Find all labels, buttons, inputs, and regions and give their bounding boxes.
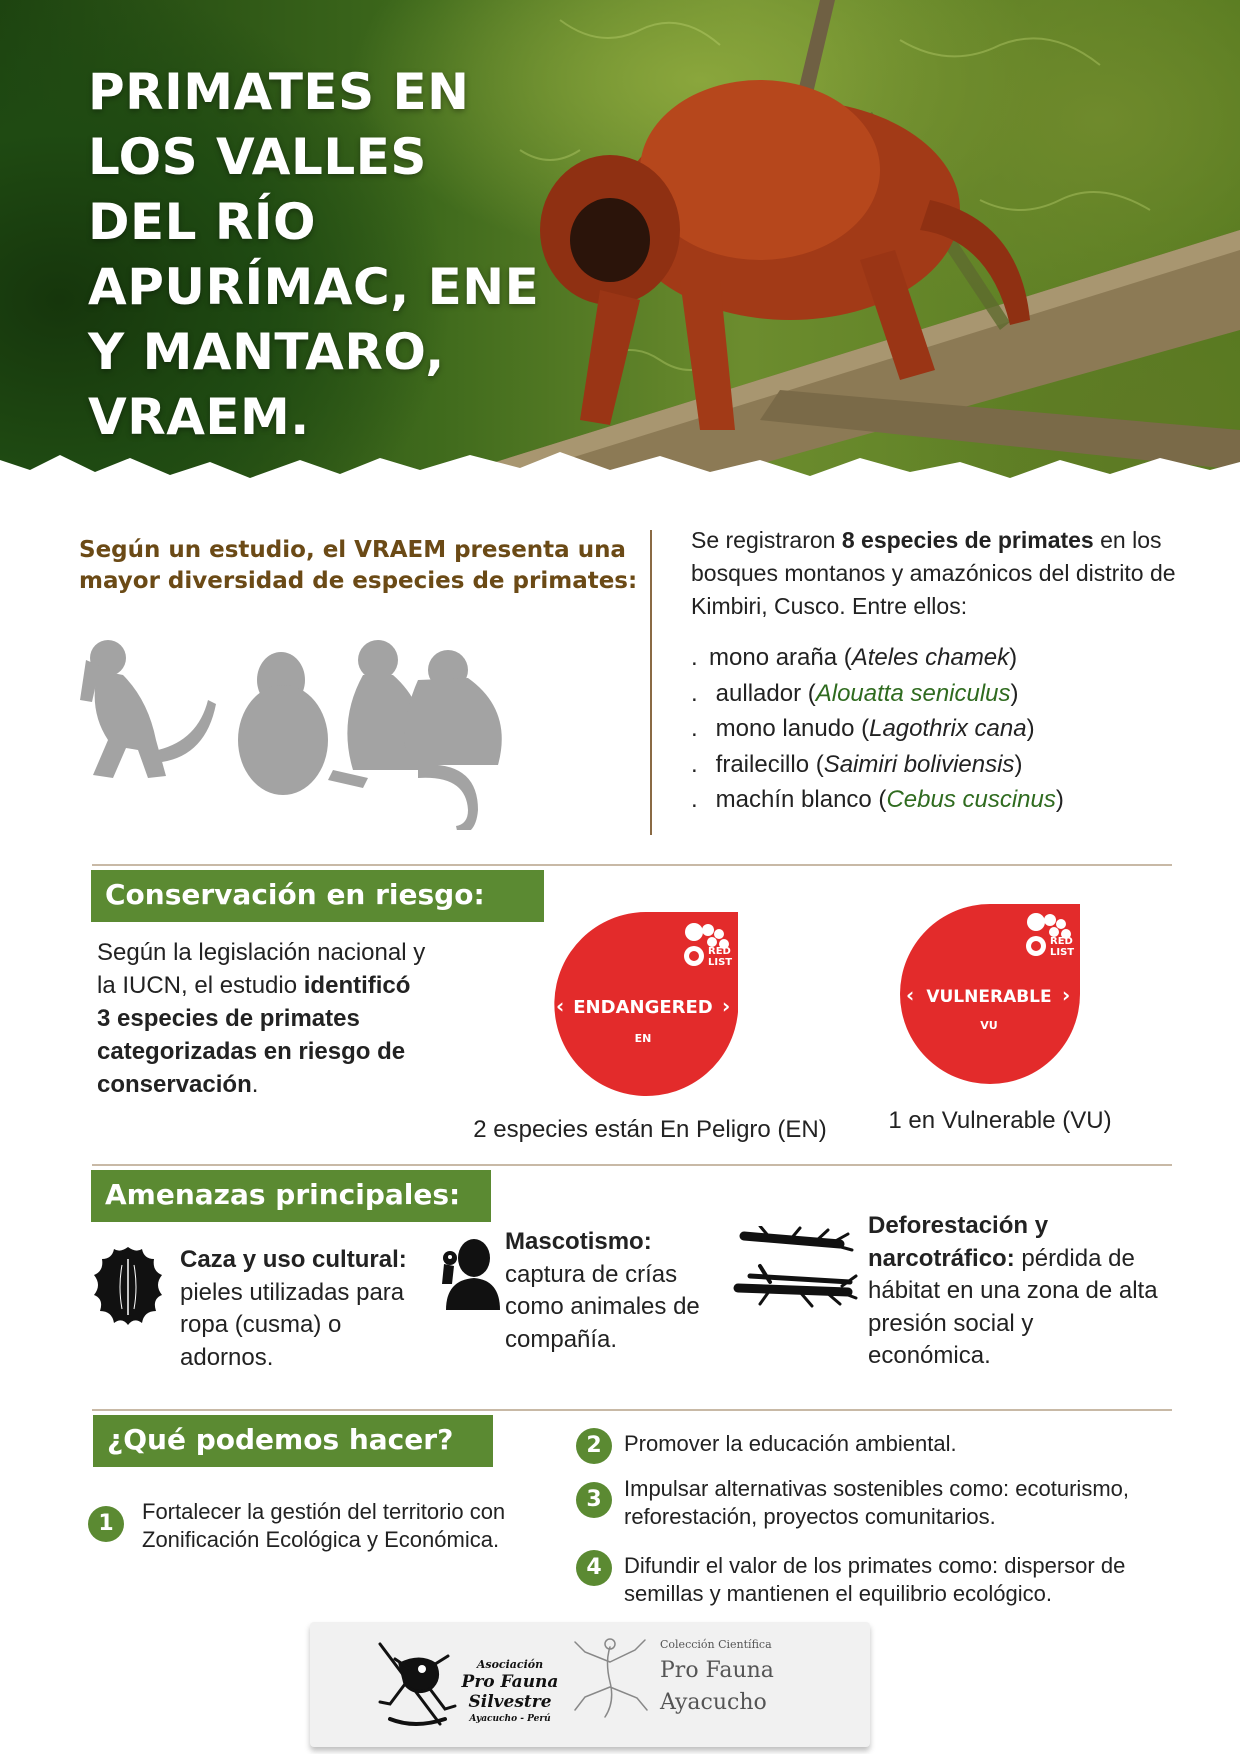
threat-deforestation bbox=[868, 1210, 1158, 1373]
endangered-caption: 2 especies están En Peligro (EN) bbox=[473, 1116, 827, 1143]
paren: ) bbox=[1055, 786, 1064, 813]
threat-description: captura de crías como animales de compañía. bbox=[505, 1260, 700, 1353]
conservation-text-start: Según la legislación nacional y la IUCN, el estudio bbox=[97, 939, 426, 999]
chevron-right-icon: › bbox=[1062, 983, 1071, 1007]
page-title: PRIMATES EN LOS VALLES DEL RÍO APURÍMAC, ENE Y MANTARO, VRAEM. bbox=[88, 63, 540, 446]
conservation-text bbox=[97, 936, 427, 1101]
redlist-vulnerable-badge bbox=[898, 904, 1082, 1086]
threat-description: pérdida de hábitat en una zona de alta presión social y económica. bbox=[868, 1244, 1158, 1369]
logo2-line3: Ayacucho bbox=[660, 1690, 767, 1715]
hero-banner bbox=[0, 0, 1240, 510]
action-item-4: Difundir el valor de los primates como: dispersor de semillas y mantienen el equilibrio ecológico. bbox=[624, 1553, 1126, 1606]
species-common-name: aullador ( bbox=[715, 679, 816, 707]
species-scientific-name: Saimiri boliviensis bbox=[823, 750, 1015, 778]
action-item-3: Impulsar alternativas sostenibles como: ecoturismo, reforestación, proyectos comunitarios. bbox=[624, 1476, 1129, 1529]
chevron-left-icon: ‹ bbox=[906, 983, 915, 1007]
logo1-line4: Ayacucho - Perú bbox=[469, 1714, 551, 1724]
list-item: . mono lanudo (Lagothrix cana) bbox=[691, 715, 1035, 742]
badge-code: EN bbox=[634, 1032, 652, 1045]
section-divider bbox=[92, 864, 1172, 866]
sitting-ape-icon bbox=[238, 652, 328, 795]
redlist-bottom-text: LIST bbox=[1050, 947, 1075, 958]
person-holding-pet-icon bbox=[438, 1238, 502, 1310]
species-scientific-name: Cebus cuscinus bbox=[886, 786, 1056, 813]
list-item: . machín blanco (Cebus cuscinus) bbox=[691, 786, 1064, 813]
threats-banner: Amenazas principales: bbox=[91, 1170, 491, 1222]
threat-pets bbox=[505, 1226, 725, 1356]
species-common-name: frailecillo ( bbox=[715, 750, 824, 778]
logo2-line2: Pro Fauna bbox=[660, 1658, 774, 1683]
threat-title: Deforestación y narcotráfico: bbox=[868, 1212, 1049, 1272]
species-common-name: mono araña ( bbox=[709, 644, 852, 671]
intro-text-highlight: 8 especies de primates bbox=[841, 527, 1094, 553]
chevron-left-icon: ‹ bbox=[556, 994, 565, 1018]
list-item: . mono araña (Ateles chamek) bbox=[691, 644, 1018, 671]
felled-trees-icon bbox=[730, 1226, 860, 1312]
threat-title: Mascotismo: bbox=[505, 1228, 652, 1255]
threat-title: Caza y uso cultural: bbox=[180, 1246, 407, 1273]
threat-hunting bbox=[180, 1244, 420, 1374]
logo1-line1: Asociación bbox=[476, 1658, 544, 1671]
hide-skin-icon bbox=[92, 1245, 164, 1327]
vulnerable-caption: 1 en Vulnerable (VU) bbox=[888, 1107, 1112, 1134]
species-common-name: mono lanudo ( bbox=[715, 715, 870, 742]
intro-text-end: en los bosques montanos y amazónicos del distrito de Kimbiri, Cusco. Entre ellos: bbox=[691, 527, 1176, 619]
list-item: . frailecillo (Saimiri boliviensis) bbox=[691, 750, 1023, 778]
threat-description: pieles utilizadas para ropa (cusma) o adornos. bbox=[180, 1278, 405, 1371]
conservation-text-end: . bbox=[251, 1071, 259, 1098]
section-divider bbox=[92, 1164, 1172, 1166]
actions-banner: ¿Qué podemos hacer? bbox=[93, 1415, 493, 1467]
intro-text-start: Se registraron bbox=[691, 527, 842, 553]
paren: ) bbox=[1010, 679, 1019, 707]
conservation-banner: Conservación en riesgo: bbox=[91, 870, 544, 922]
footer-logos bbox=[310, 1622, 870, 1747]
redlist-bottom-text: LIST bbox=[708, 957, 733, 968]
badge-label: VULNERABLE bbox=[926, 987, 1052, 1007]
lizard-logo-icon bbox=[565, 1632, 655, 1732]
intro-text bbox=[691, 524, 1191, 623]
logo1-line3: Silvestre bbox=[468, 1692, 552, 1712]
conservation-text-highlight: identificó 3 especies de primates categorizadas en riesgo de conservación bbox=[97, 972, 411, 1098]
redlist-endangered-badge bbox=[546, 912, 742, 1104]
species-scientific-name: Lagothrix cana bbox=[869, 715, 1027, 742]
paren: ) bbox=[1009, 644, 1018, 671]
primate-silhouettes bbox=[78, 630, 518, 830]
action-item-2: Promover la educación ambiental. bbox=[624, 1431, 957, 1456]
intro-divider bbox=[650, 530, 652, 835]
step-number-1: 1 bbox=[88, 1506, 124, 1542]
species-list bbox=[691, 640, 1211, 818]
logo2-line1: Colección Científica bbox=[660, 1638, 772, 1651]
section-divider bbox=[92, 1409, 1172, 1411]
hunched-monkey-icon bbox=[405, 650, 502, 765]
intro-heading: Según un estudio, el VRAEM presenta una mayor diversidad de especies de primates: bbox=[79, 537, 638, 594]
badge-code: VU bbox=[980, 1019, 998, 1032]
species-scientific-name: Alouatta seniculus bbox=[815, 679, 1011, 707]
paren: ) bbox=[1026, 715, 1035, 742]
species-common-name: machín blanco ( bbox=[715, 786, 887, 813]
step-number-3: 3 bbox=[576, 1482, 612, 1518]
paren: ) bbox=[1014, 750, 1023, 778]
redlist-top-text: RED bbox=[1050, 936, 1073, 947]
list-item: . aullador (Alouatta seniculus) bbox=[691, 679, 1019, 707]
badge-label: ENDANGERED bbox=[573, 997, 713, 1018]
redlist-top-text: RED bbox=[708, 946, 731, 957]
species-scientific-name: Ateles chamek bbox=[851, 644, 1010, 671]
squatting-monkey-icon bbox=[80, 640, 216, 778]
logo1-line2: Pro Fauna bbox=[461, 1672, 559, 1692]
step-number-2: 2 bbox=[576, 1428, 612, 1464]
chevron-right-icon: › bbox=[722, 994, 731, 1018]
step-number-4: 4 bbox=[576, 1550, 612, 1586]
action-item-1: Fortalecer la gestión del territorio con Zonificación Ecológica y Económica. bbox=[142, 1499, 506, 1552]
